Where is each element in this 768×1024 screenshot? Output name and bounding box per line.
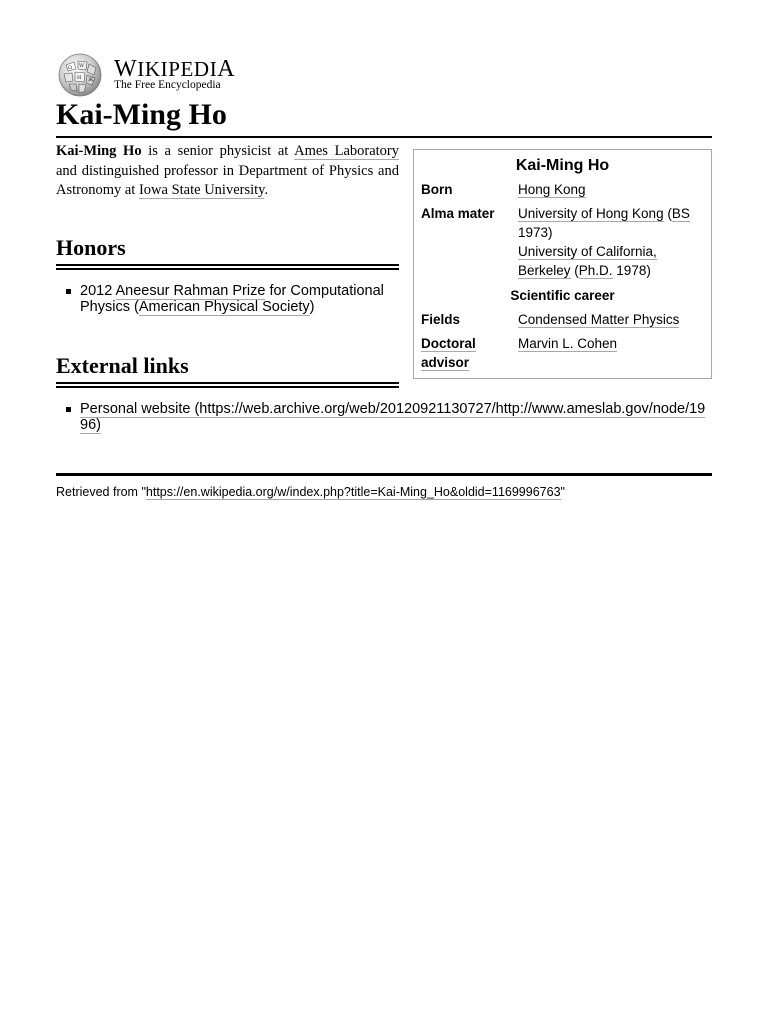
intro-subject: Kai-Ming Ho [56, 143, 142, 159]
svg-text:И: И [77, 75, 82, 81]
honors-list [56, 283, 399, 315]
american-physical-society-link[interactable]: American Physical Society [138, 299, 310, 315]
personal-website-link[interactable]: Personal website (https://web.archive.org/web/20120921130727/http://www.ameslab.gov/node/1996) [80, 401, 706, 433]
wikipedia-tagline: The Free Encyclopedia [114, 79, 221, 91]
bs-degree-link[interactable]: BS [671, 206, 690, 221]
honors-divider [56, 264, 399, 270]
infobox-born-label: Born [421, 182, 453, 197]
list-item [56, 283, 399, 315]
condensed-matter-physics-link[interactable]: Condensed Matter Physics [518, 312, 680, 327]
honor-year: 2012 [80, 283, 116, 299]
doctoral-advisor-link[interactable] [421, 336, 476, 371]
uc-berkeley-link[interactable]: University of California, Berkeley [518, 244, 657, 278]
infobox-alma-label: Alma mater [421, 206, 495, 221]
alma-1-open: ( [663, 206, 672, 221]
infobox [413, 149, 712, 379]
intro-text-3: . [264, 182, 269, 198]
aneesur-rahman-prize-link[interactable]: Aneesur Rahman Prize [115, 283, 266, 299]
advisor-label-line-2: advisor [421, 355, 470, 370]
infobox-title: Kai-Ming Ho [515, 157, 610, 174]
intro-text-1: is a senior physicist at [141, 143, 295, 159]
intro-text-2: and distinguished professor in Department of Physics and Astronomy at [56, 162, 399, 198]
university-of-hong-kong-link[interactable]: University of Hong Kong [518, 206, 664, 221]
list-item [56, 401, 712, 433]
honor-close: ) [309, 299, 315, 315]
intro-paragraph [56, 142, 399, 201]
wordmark-initial: W [114, 56, 138, 82]
marvin-l-cohen-link[interactable]: Marvin L. Cohen [518, 336, 618, 351]
alma-1-year: 1973) [518, 225, 553, 240]
alma-2-open: ( [570, 263, 579, 278]
title-divider [56, 136, 712, 138]
hong-kong-link[interactable]: Hong Kong [518, 182, 586, 197]
wordmark-final: A [217, 56, 236, 82]
wikipedia-logo[interactable] [56, 53, 236, 97]
infobox-alma-value [518, 204, 703, 280]
infobox-section-heading: Scientific career [510, 288, 615, 303]
phd-degree-link[interactable]: Ph.D. [578, 263, 613, 278]
wordmark-middle: IKIPEDI [137, 57, 218, 81]
ames-laboratory-link[interactable]: Ames Laboratory [294, 143, 399, 159]
wikipedia-globe-icon [56, 53, 104, 97]
retrieved-url-link[interactable]: https://en.wikipedia.org/w/index.php?title=Kai-Ming_Ho&oldid=1169996763 [145, 485, 561, 499]
retrieved-from [56, 485, 565, 499]
page-title: Kai-Ming Ho [56, 98, 227, 131]
svg-text:Ω: Ω [68, 65, 73, 71]
alma-2-year: 1978) [612, 263, 651, 278]
infobox-born-value [518, 180, 703, 199]
footer-divider [56, 473, 712, 476]
honors-heading: Honors [56, 235, 126, 260]
infobox-advisor-label [421, 334, 506, 372]
svg-text:W: W [79, 63, 85, 69]
infobox-fields-value [518, 310, 703, 329]
honor-text: for Computational Physics ( [80, 283, 384, 315]
svg-text:Ж: Ж [88, 77, 94, 83]
retrieved-prefix: Retrieved from " [56, 485, 146, 499]
infobox-advisor-value [518, 334, 703, 353]
external-links-divider [56, 382, 399, 388]
external-links-list [56, 401, 712, 433]
external-links-heading: External links [56, 353, 189, 378]
iowa-state-university-link[interactable]: Iowa State University [138, 182, 265, 198]
retrieved-suffix: " [560, 485, 565, 499]
infobox-fields-label: Fields [421, 312, 461, 327]
advisor-label-line-1: Doctoral [421, 336, 476, 351]
